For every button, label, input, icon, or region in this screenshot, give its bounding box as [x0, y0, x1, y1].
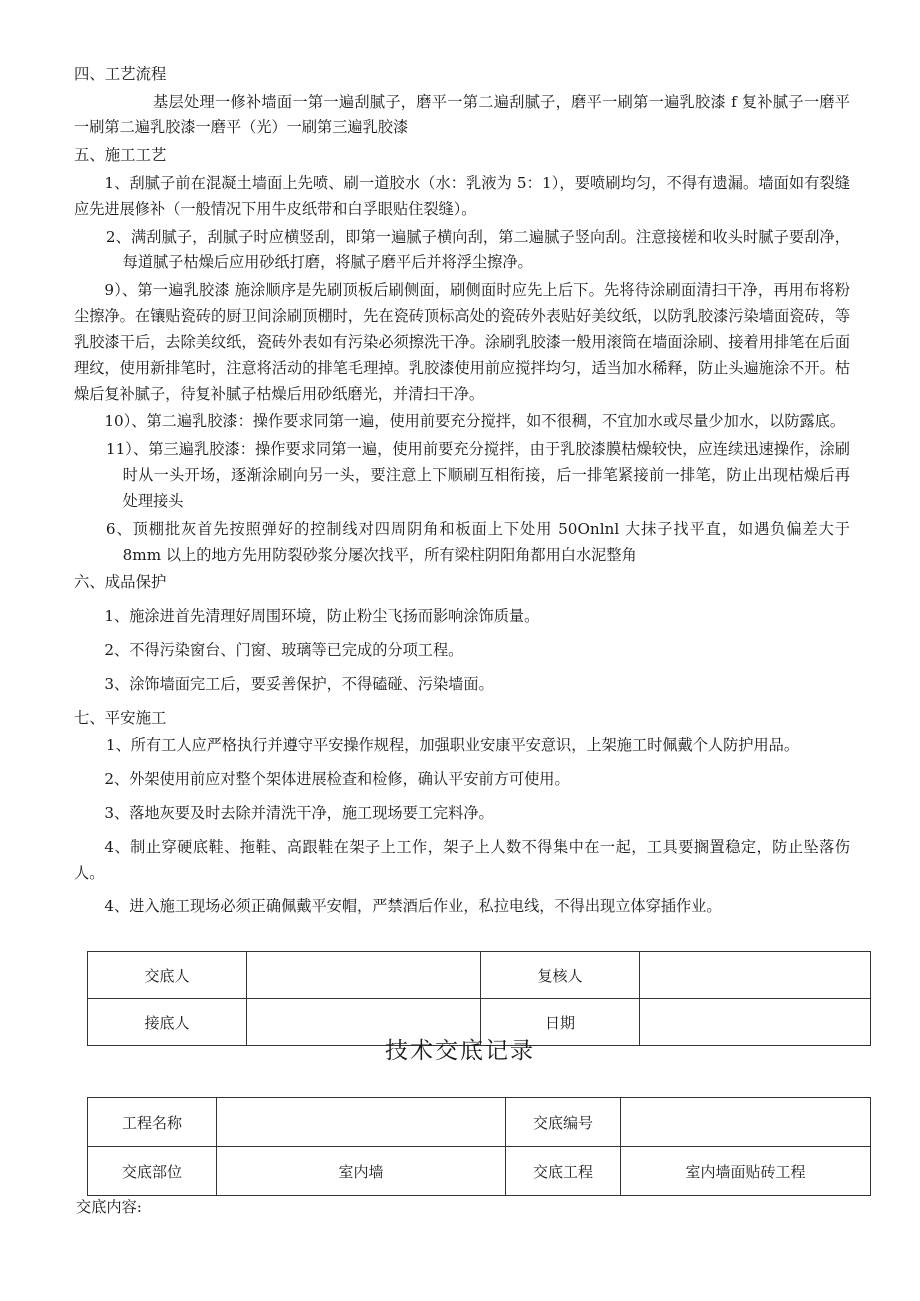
table-row — [88, 1147, 871, 1196]
section-heading-4: 四、工艺流程 — [74, 65, 167, 83]
paragraph-7-4: 4、制止穿硬底鞋、拖鞋、高跟鞋在架子上工作，架子上人数不得集中在一起，工具要搁置稳定，防止坠落伤人。 — [74, 837, 850, 882]
section-heading-5: 五、施工工艺 — [74, 146, 167, 165]
signoff-label-reviewer: 复核人 — [481, 952, 640, 999]
disclosure-header-table — [87, 1097, 871, 1196]
header-label-disclosure-part: 交底部位 — [88, 1147, 217, 1196]
header-label-project-name: 工程名称 — [88, 1098, 217, 1147]
disclosure-content-label: 交底内容: — [76, 1198, 142, 1216]
paragraph-7-2: 2、外架使用前应对整个架体进展检查和检修，确认平安前方可使用。 — [104, 769, 570, 788]
signoff-value-reviewer[interactable] — [640, 952, 871, 999]
paragraph-5-1: 1、刮腻子前在混凝土墙面上先喷、刷一道胶水（水：乳液为 5：1），要喷刷均匀，不得有遗漏。墙面如有裂缝应先进展修补（一般情况下用牛皮纸带和白孚眼贴住裂缝）。 — [74, 173, 850, 218]
paragraph-5-4: 10）、第二遍乳胶漆：操作要求同第一遍，使用前要充分搅拌，如不很稠，不宜加水或尽量少加水，以防露底。 — [104, 412, 846, 431]
paragraph-5-3: 9）、第一遍乳胶漆 施涂顺序是先刷顶板后刷侧面，刷侧面时应先上后下。先将待涂刷面清扫干净，再用布将粉尘擦净。在镶贴瓷砖的厨卫间涂刷顶棚时，先在瓷砖顶标高处的瓷砖外表贴好美纹纸，以防乳胶漆污染墙面瓷砖，等乳胶漆干后，去除美纹纸，瓷砖外表如有污染必须擦洗干净。涂刷乳胶漆一般用滚筒在墙面涂刷、接着用排笔在后面理纹，使用新排笔时，注意将活动的排笔毛理掉。乳胶漆使用前应搅拌均匀，适当加水稀释，防止头遍施涂不开。枯燥后复补腻子，待复补腻子枯燥后用砂纸磨光，并清扫干净。 — [74, 281, 850, 403]
document-body — [74, 62, 850, 920]
signoff-label-date: 日期 — [481, 999, 640, 1046]
section-heading-7: 七、平安施工 — [74, 708, 167, 727]
header-value-disclosure-number[interactable] — [621, 1098, 871, 1147]
signoff-label-presenter: 交底人 — [88, 952, 247, 999]
table-row — [88, 1098, 871, 1147]
header-value-project-name[interactable] — [217, 1098, 506, 1147]
signoff-value-presenter[interactable] — [247, 952, 481, 999]
paragraph-6-1: 1、施涂进首先清理好周围环境，防止粉尘飞扬而影响涂饰质量。 — [104, 607, 540, 626]
paragraph-7-3: 3、落地灰要及时去除并清洗干净，施工现场要工完料净。 — [104, 803, 494, 822]
signoff-label-receiver: 接底人 — [88, 999, 247, 1046]
header-value-disclosure-part[interactable]: 室内墙 — [217, 1147, 506, 1196]
paragraph-7-1: 1、所有工人应严格执行并遵守平安操作规程，加强职业安康平安意识，上架施工时佩戴个人防护用品。 — [105, 736, 800, 755]
paragraph-6-3: 3、涂饰墙面完工后，要妥善保护，不得磕碰、污染墙面。 — [104, 674, 494, 693]
paragraph-5-6: 6、顶棚批灰首先按照弹好的控制线对四周阴角和板面上下处用 50Onlnl 大抹子找平直，如遇负偏差大于 8mm 以上的地方先用防裂砂浆分屡次找平，所有梁柱阴阳角都用白水泥整角 — [105, 519, 850, 564]
paragraph-6-2: 2、不得污染窗台、门窗、玻璃等已完成的分项工程。 — [104, 640, 464, 659]
header-value-disclosure-project[interactable]: 室内墙面贴砖工程 — [621, 1147, 871, 1196]
paragraph-5-2: 2、满刮腻子，刮腻子时应横竖刮，即第一遍腻子横向刮，第二遍腻子竖向刮。注意接槎和收头时腻子要刮净，每道腻子枯燥后应用砂纸打磨，将腻子磨平后并将浮尘擦净。 — [105, 227, 850, 272]
paragraph-7-5: 4、进入施工现场必须正确佩戴平安帽，严禁酒后作业，私拉电线，不得出现立体穿插作业。 — [104, 897, 722, 916]
section-heading-6: 六、成品保护 — [74, 573, 167, 592]
header-label-disclosure-number: 交底编号 — [506, 1098, 621, 1147]
paragraph-5-5: 11）、第三遍乳胶漆：操作要求同第一遍，使用前要充分搅拌，由于乳胶漆膜枯燥较快，应连续迅速操作，涂刷时从一头开场，逐渐涂刷向另一头，要注意上下顺刷互相衔接，后一排笔紧接前一排笔，防止出现枯燥后再处理接头 — [105, 440, 850, 510]
header-label-disclosure-project: 交底工程 — [506, 1147, 621, 1196]
paragraph-process-flow: 基层处理一修补墙面一第一遍刮腻子，磨平一第二遍刮腻子，磨平一刷第一遍乳胶漆 f 复补腻子一磨平一刷第二遍乳胶漆一磨平（光）一刷第三遍乳胶漆 — [74, 92, 850, 137]
table-row — [88, 952, 871, 999]
record-title: 技术交底记录 — [385, 1038, 535, 1064]
